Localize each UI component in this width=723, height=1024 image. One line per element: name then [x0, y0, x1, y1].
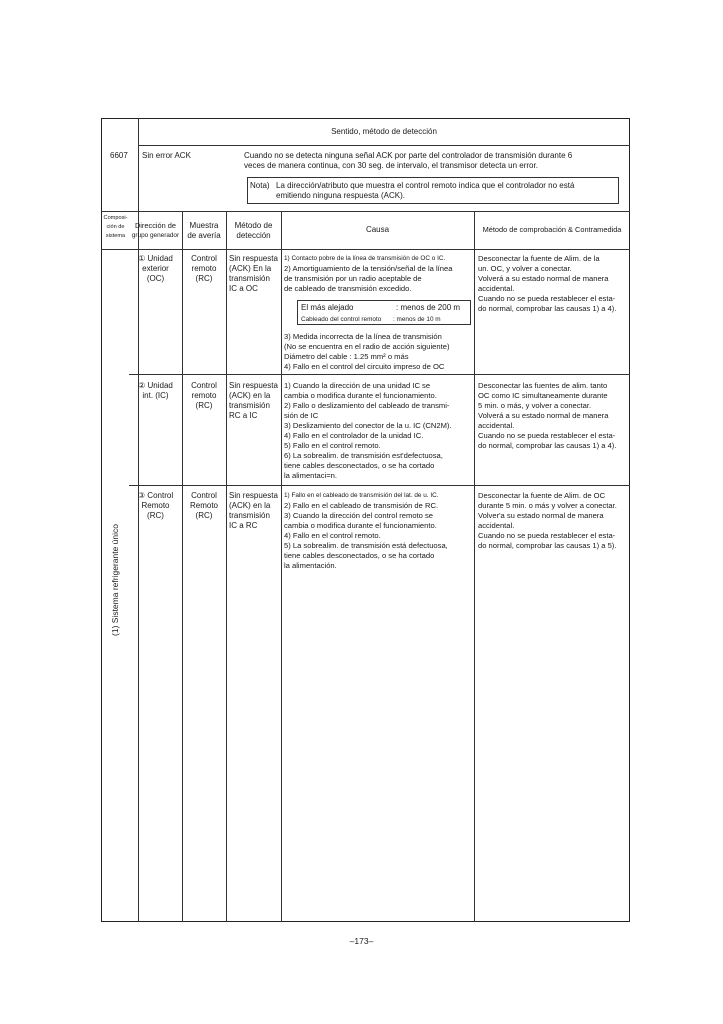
- error-name: Sin error ACK: [142, 151, 191, 160]
- error-description: Cuando no se detecta ninguna señal ACK por parte del controlador de transmisión durante 6 veces de manera continua, con 30 seg. de intervalo, el transmisor detecta un error.: [244, 151, 573, 170]
- row3-direction: ③ Control Remoto (RC): [137, 491, 174, 520]
- colhead-method: Método de detección: [234, 221, 273, 240]
- header-title: Sentido, método de detección: [331, 127, 437, 136]
- system-label: (1) Sistema refrigerante único: [110, 524, 120, 636]
- row1-check: Desconectar la fuente de Alim. de la un. OC, y volver a conectar. Volverá a su estado normal de manera accidental. Cuando no se pueda restablecer el esta- do normal, comprobar las causas 1) a 4).: [478, 254, 617, 313]
- limit-2-value: : menos de 10 m: [393, 316, 441, 323]
- row2-method: Sin respuesta (ACK) en la transmisión RC a IC: [229, 381, 278, 420]
- row2-direction: ② Unidad int. (IC): [138, 381, 173, 400]
- row-divider-1: [129, 374, 630, 375]
- row3-check: Desconectar la fuente de Alim. de OC durante 5 min. o más y volver a conectar. Volver'a su estado normal de manera accidental. Cuando no se pueda restablecer el esta- do normal, comprobar las causas 1) a 5).: [478, 491, 617, 550]
- colhead-cause: Causa: [365, 225, 390, 234]
- row2-causes: 1) Cuando la dirección de una unidad IC se cambia o modifica durante el funcionamiento. 2) Fallo o deslizamiento del cableado de transmi- sión de IC 3) Deslizamiento del conector de la u. IC (CN2M). 4) Fallo en el controlador de la unidad IC. 5) Fallo en el control remoto. 6) La sobrealim. de transmisión est'defectuosa, tiene cables desconectados, o se ha cortado la alimentaci=n.: [284, 381, 452, 480]
- note-text: La dirección/atributo que muestra el control remoto indica que el controlador no está emitiendo ninguna respuesta (ACK).: [276, 181, 575, 200]
- col-divider-sample: [182, 211, 183, 922]
- colhead-system: Composi- ción de sistema: [103, 215, 128, 239]
- colhead-direction: Dirección de grupo generador: [131, 221, 180, 239]
- limit-1-value: : menos de 200 m: [396, 303, 461, 312]
- limit-1-label: El más alejado: [301, 303, 354, 312]
- row1-direction: ① Unidad exterior (OC): [138, 254, 173, 283]
- row3-causes: 1) Fallo en el cableado de transmisión del lat. de u. IC. 2) Fallo en el cableado de transmisión de RC. 3) Cuando la dirección del control remoto se cambia o modifica durante el funcionamiento. 4) Fallo en el control remoto. 5) La sobrealim. de transmisión está defectuosa, tiene cables desconectados, o se ha cortado la alimentación.: [284, 492, 448, 570]
- colhead-sample: Muestra de avería: [187, 221, 221, 240]
- row1-causes-b: 3) Medida incorrecta de la línea de transmisión (No se encuentra en el radio de acción siguiente) Diámetro del cable : 1.25 mm² o más 4) Fallo en el control del circuito impreso de OC: [284, 332, 450, 371]
- row3-method: Sin respuesta (ACK) en la transmisión IC a RC: [229, 491, 278, 530]
- error-code: 6607: [110, 151, 128, 160]
- row1-method: Sin respuesta (ACK) En la transmisión IC a OC: [229, 254, 278, 293]
- row-divider-2: [129, 485, 630, 486]
- page-number: –173–: [349, 936, 374, 946]
- row-divider-code: [101, 211, 630, 212]
- col-divider-cause: [281, 211, 282, 922]
- row1-sample: Control remoto (RC): [191, 254, 217, 283]
- row-divider-header: [138, 145, 630, 146]
- row2-sample: Control remoto (RC): [191, 381, 217, 410]
- colhead-check: Método de comprobación & Contramedida: [482, 225, 622, 234]
- row2-check: Desconectar las fuentes de alim. tanto OC como IC simultaneamente durante 5 min. o más, y volver a conectar. Volverá a su estado normal de manera accidental. Cuando no se pueda restablecer el esta- do normal, comprobar las causas 1) a 4).: [478, 381, 617, 450]
- limit-2-label: Cableado del control remoto: [301, 316, 382, 323]
- col-divider-check: [474, 211, 475, 922]
- note-label: Nota): [250, 181, 270, 190]
- col-divider-method: [226, 211, 227, 922]
- row3-sample: Control Remoto (RC): [189, 491, 218, 520]
- row-divider-colheads: [101, 249, 630, 250]
- row1-causes-a: 1) Contacto pobre de la línea de transmisión de OC o IC. 2) Amortiguamiento de la tensión/señal de la línea de transmisión por un radio aceptable de de cableado de transmisión excedido.: [284, 255, 453, 293]
